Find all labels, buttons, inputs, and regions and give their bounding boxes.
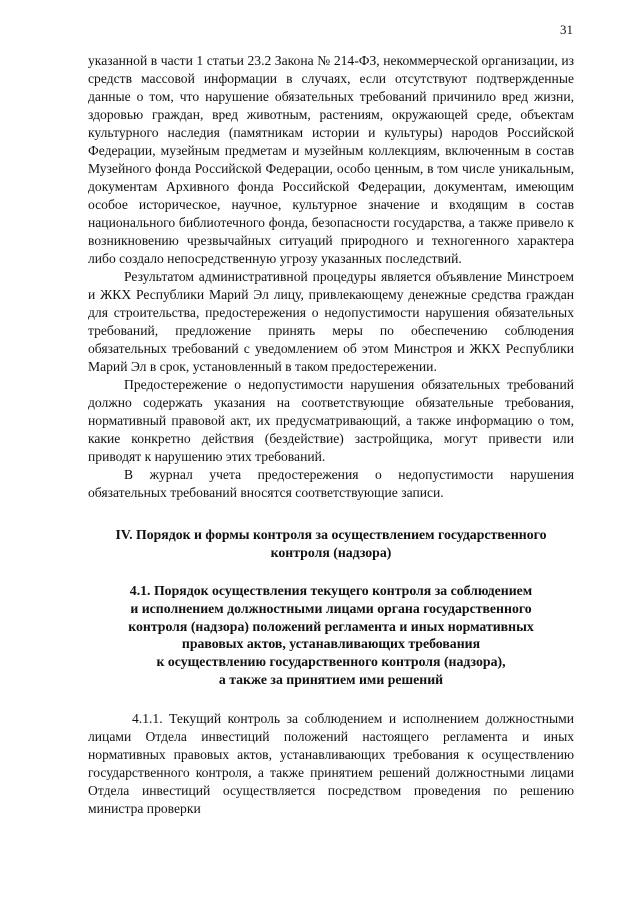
page-number: 31	[560, 22, 573, 37]
paragraph-4-1-1: 4.1.1. Текущий контроль за соблюдением и исполнением должностными лицами Отдела инвестиций положений настоящего регламента и иных нормативных правовых актов, устанавливающих требования к осуществлению государственного контроля, а также принятием решений должностными лицами Отдела инвестиций осуществляется посредством проведения по решению министра проверки	[88, 710, 574, 816]
subsection-heading-line: и исполнением должностными лицами органа государственного	[130, 600, 532, 616]
subsection-heading-line: к осуществлению государственного контроля (надзора),	[156, 654, 506, 670]
document-body	[88, 52, 574, 818]
subsection-heading-line: контроля (надзора) положений регламента и иных нормативных	[128, 618, 534, 634]
subsection-heading-line: а также за принятием ими решений	[218, 671, 444, 687]
subsection-heading	[88, 582, 574, 689]
paragraph-continuation: указанной в части 1 статьи 23.2 Закона № 214-ФЗ, некоммерческой организации, из средств массовой информации в случаях, если отсутствуют подтвержденные данные о том, что нарушение обязательных требований причинило вред жизни, здоровью граждан, вред животным, растениям, окружающей среде, объектам культурного наследия (памятникам истории и культуры) народов Российской Федерации, музейным предметам и музейным коллекциям, включенным в состав Музейного фонда Российской Федерации, особо ценным, в том числе уникальным, документам Архивного фонда Российской Федерации, документам, имеющим особое историческое, научное, культурное значение и входящим в состав национального библиотечного фонда, безопасности государства, а также привело к возникновению чрезвычайных ситуаций природного и техногенного характера либо создало непосредственную угрозу указанных последствий.	[88, 53, 574, 266]
paragraph-result: Результатом административной процедуры является объявление Минстроем и ЖКХ Республики Марий Эл лицу, привлекающему денежные средства граждан для строительства, предостережения о недопустимости нарушения обязательных требований, предложение принять меры по обеспечению соблюдения обязательных требований с уведомлением об этом Минстроя и ЖКХ Республики Марий Эл в срок, установленный в таком предостережении.	[88, 269, 574, 374]
paragraph-journal: В журнал учета предостережения о недопустимости нарушения обязательных требований вносятся соответствующие записи.	[88, 467, 574, 500]
subsection-heading-line: правовых актов, устанавливающих требования	[181, 636, 481, 652]
paragraph-warning-content: Предостережение о недопустимости нарушения обязательных требований должно содержать указания на соответствующие обязательные требования, нормативный правовой акт, их предусматривающий, а также информацию о том, какие конкретно действия (бездействие) застройщика, могут привести или приводят к нарушению этих требований.	[88, 377, 574, 464]
subsection-heading-line: 4.1. Порядок осуществления текущего контроля за соблюдением	[129, 583, 533, 598]
section-heading: IV. Порядок и формы контроля за осуществлением государственного контроля (надзора)	[115, 527, 547, 560]
